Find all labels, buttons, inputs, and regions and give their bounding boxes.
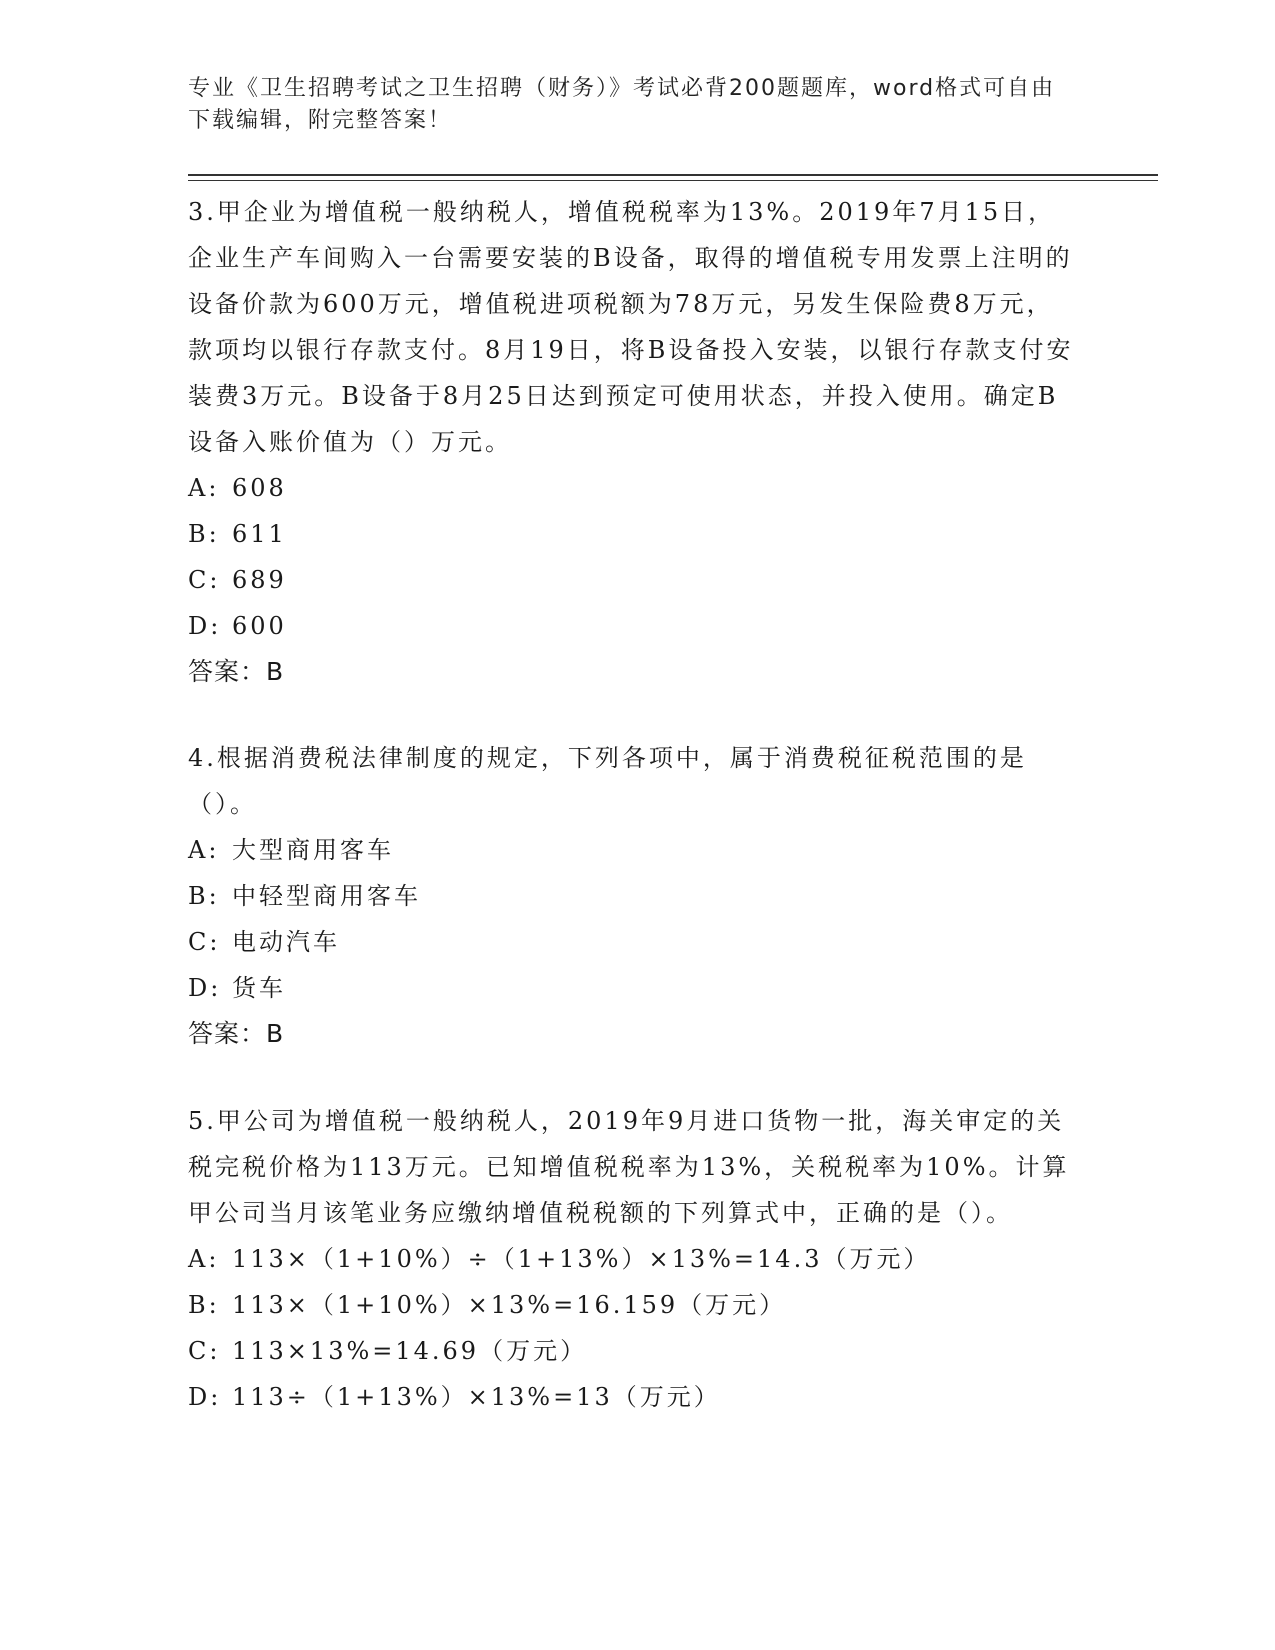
question-stem: 5.甲公司为增值税一般纳税人，2019年9月进口货物一批，海关审定的关税完税价格为113万元。已知增值税税率为13%，关税税率为10%。计算甲公司当月该笔业务应缴纳增值税税额的下列算式中，正确的是（）。: [188, 1107, 1070, 1227]
option-label: C:: [188, 928, 221, 956]
question-stem: 3.甲企业为增值税一般纳税人，增值税税率为13%。2019年7月15日，企业生产车间购入一台需要安装的B设备，取得的增值税专用发票上注明的设备价款为600万元，增值税进项税额为78万元，另发生保险费8万元，款项均以银行存款支付。8月19日，将B设备投入安装，以银行存款支付安装费3万元。B设备于8月25日达到预定可使用状态，并投入使用。确定B设备入账价值为（）万元。: [188, 198, 1074, 456]
option-label: C:: [188, 566, 221, 594]
option-text: 货车: [232, 974, 286, 1002]
header-rule-thick: [188, 174, 1158, 176]
option-text: 113×13%=14.69（万元）: [232, 1337, 588, 1365]
option-text: 大型商用客车: [232, 836, 394, 864]
option-text: 113×（1+10%）×13%=16.159（万元）: [232, 1291, 787, 1319]
option-b: [188, 1282, 1078, 1328]
option-c: [188, 919, 1078, 965]
option-a: [188, 1236, 1078, 1282]
option-label: B:: [188, 1291, 220, 1319]
option-label: D:: [188, 974, 222, 1002]
option-a: [188, 465, 1078, 511]
option-label: B:: [188, 520, 220, 548]
option-text: 113÷（1+13%）×13%=13（万元）: [232, 1383, 721, 1411]
option-label: A:: [188, 474, 220, 502]
question-3: [188, 189, 1078, 695]
option-label: C:: [188, 1337, 221, 1365]
answer: 答案：B: [188, 657, 285, 686]
option-label: D:: [188, 1383, 222, 1411]
document-header: 专业《卫生招聘考试之卫生招聘（财务）》考试必背200题题库，word格式可自由下载编辑，附完整答案！: [188, 76, 1056, 133]
question-4: [188, 735, 1078, 1057]
option-b: [188, 873, 1078, 919]
option-label: B:: [188, 882, 220, 910]
option-label: A:: [188, 836, 220, 864]
option-text: 113×（1+10%）÷（1+13%）×13%=14.3（万元）: [232, 1245, 931, 1273]
option-b: [188, 511, 1078, 557]
option-label: D:: [188, 612, 222, 640]
option-d: [188, 1374, 1078, 1420]
option-text: 611: [232, 520, 287, 548]
option-label: A:: [188, 1245, 220, 1273]
option-c: [188, 557, 1078, 603]
option-text: 608: [232, 474, 287, 502]
option-d: [188, 965, 1078, 1011]
option-text: 电动汽车: [232, 928, 340, 956]
option-text: 600: [232, 612, 287, 640]
option-c: [188, 1328, 1078, 1374]
option-a: [188, 827, 1078, 873]
option-text: 中轻型商用客车: [232, 882, 421, 910]
header-rule-thin: [188, 180, 1158, 181]
option-d: [188, 603, 1078, 649]
answer: 答案：B: [188, 1019, 285, 1048]
question-5: [188, 1098, 1078, 1420]
option-text: 689: [232, 566, 287, 594]
question-stem: 4.根据消费税法律制度的规定，下列各项中，属于消费税征税范围的是（）。: [188, 744, 1027, 818]
